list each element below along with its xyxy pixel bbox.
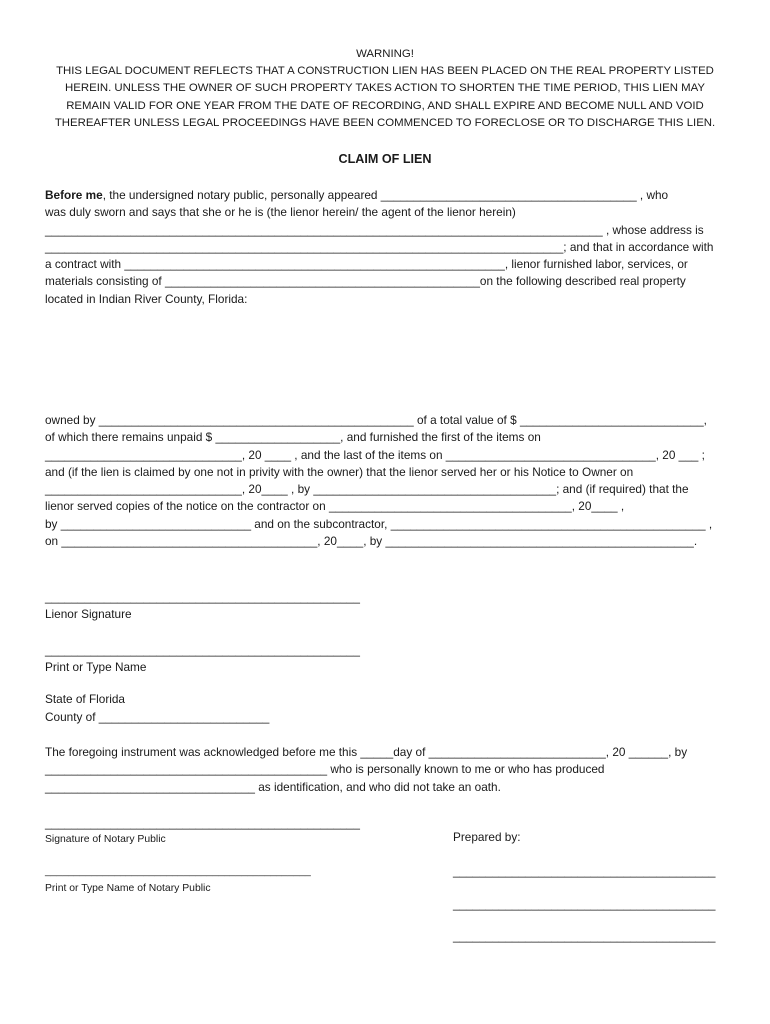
prepared-by-line: ________________________________________ — [453, 929, 716, 943]
paragraph-line: a contract with __________________________________________________________, lienor furnished labor, services, or — [45, 257, 688, 272]
document-title: CLAIM OF LIEN — [338, 152, 432, 166]
prepared-by-label: Prepared by: — [453, 830, 521, 844]
signature-line: ______________________________________________ — [45, 866, 311, 877]
bold-lead: Before me — [45, 188, 103, 202]
paragraph-line: materials consisting of ________________________________________________on the following described real property — [45, 274, 686, 289]
lien-statement-paragraph — [45, 187, 725, 308]
paragraph-line: by _____________________________ and on the subcontractor, ________________________________________________ , — [45, 516, 713, 531]
warning-line: THEREAFTER UNLESS LEGAL PROCEEDINGS HAVE BEEN COMMENCED TO FORECLOSE OR TO DISCHARGE THIS LIEN. — [54, 116, 716, 129]
paragraph-line: ______________________________, 20____ , by _____________________________________; and (if required) that the — [45, 482, 689, 497]
line-text: , the undersigned notary public, personally appeared _______________________________________ , who — [102, 188, 669, 202]
county-line: County of __________________________ — [45, 709, 270, 724]
state-line: State of Florida — [45, 692, 125, 706]
venue-block — [45, 691, 269, 726]
paragraph-line: lienor served copies of the notice on the contractor on _____________________________________, 20____ , — [45, 499, 625, 514]
print-name-block — [45, 643, 360, 675]
paragraph-line: ______________________________, 20 ____ , and the last of the items on ________________________________, 20 ___ ; — [45, 447, 705, 462]
paragraph-line: ___________________________________________ who is personally known to me or who has produced — [45, 762, 605, 777]
warning-line: REMAIN VALID FOR ONE YEAR FROM THE DATE OF RECORDING, AND SHALL EXPIRE AND BECOME NULL AND VOID — [66, 99, 704, 112]
print-name-label: Print or Type Name — [45, 660, 147, 674]
signature-line: ________________________________________________ — [45, 816, 360, 830]
paragraph-line: was duly sworn and says that she or he is (the lienor herein/ the agent of the lienor herein) — [45, 205, 516, 220]
paragraph-line: located in Indian River County, Florida: — [45, 291, 248, 306]
ownership-paragraph — [45, 412, 725, 550]
warning-notice — [40, 46, 730, 132]
paragraph-line — [45, 187, 725, 204]
prepared-by-line: ________________________________________ — [453, 864, 716, 878]
paragraph-line: owned by ________________________________________________ of a total value of $ ____________________________, — [45, 413, 707, 427]
paragraph-line: and (if the lien is claimed by one not in privity with the owner) that the lienor served her or his Notice to Owner on — [45, 464, 634, 479]
paragraph-line: _____________________________________________________________________________________ , whose address is — [45, 222, 704, 237]
warning-heading: WARNING! — [356, 48, 414, 60]
signature-line: ________________________________________________ — [45, 643, 360, 657]
acknowledgment-paragraph — [45, 744, 725, 796]
prepared-by-line: ________________________________________ — [453, 897, 716, 911]
paragraph-line: ________________________________ as identification, and who did not take an oath. — [45, 779, 501, 794]
paragraph-line: The foregoing instrument was acknowledged before me this _____day of ___________________________, 20 ______, by — [45, 745, 688, 759]
paragraph-line: on _______________________________________, 20____, by _______________________________________________. — [45, 534, 698, 549]
paragraph-line: of which there remains unpaid $ ___________________, and furnished the first of the items on — [45, 430, 541, 445]
paragraph-line: _______________________________________________________________________________; and that in accordance with — [45, 239, 714, 254]
warning-line: THIS LEGAL DOCUMENT REFLECTS THAT A CONSTRUCTION LIEN HAS BEEN PLACED ON THE REAL PROPERTY LISTED — [56, 65, 714, 78]
lienor-signature-label: Lienor Signature — [45, 607, 132, 621]
warning-line: HEREIN. UNLESS THE OWNER OF SUCH PROPERTY TAKES ACTION TO SHORTEN THE TIME PERIOD, THIS LIEN MAY — [65, 82, 705, 95]
notary-signature-block — [45, 816, 360, 848]
notary-name-label: Print or Type Name of Notary Public — [45, 883, 211, 894]
notary-name-block — [45, 865, 311, 897]
notary-signature-label: Signature of Notary Public — [45, 834, 166, 845]
signature-line: ________________________________________________ — [45, 590, 360, 604]
lienor-signature-block — [45, 590, 360, 622]
